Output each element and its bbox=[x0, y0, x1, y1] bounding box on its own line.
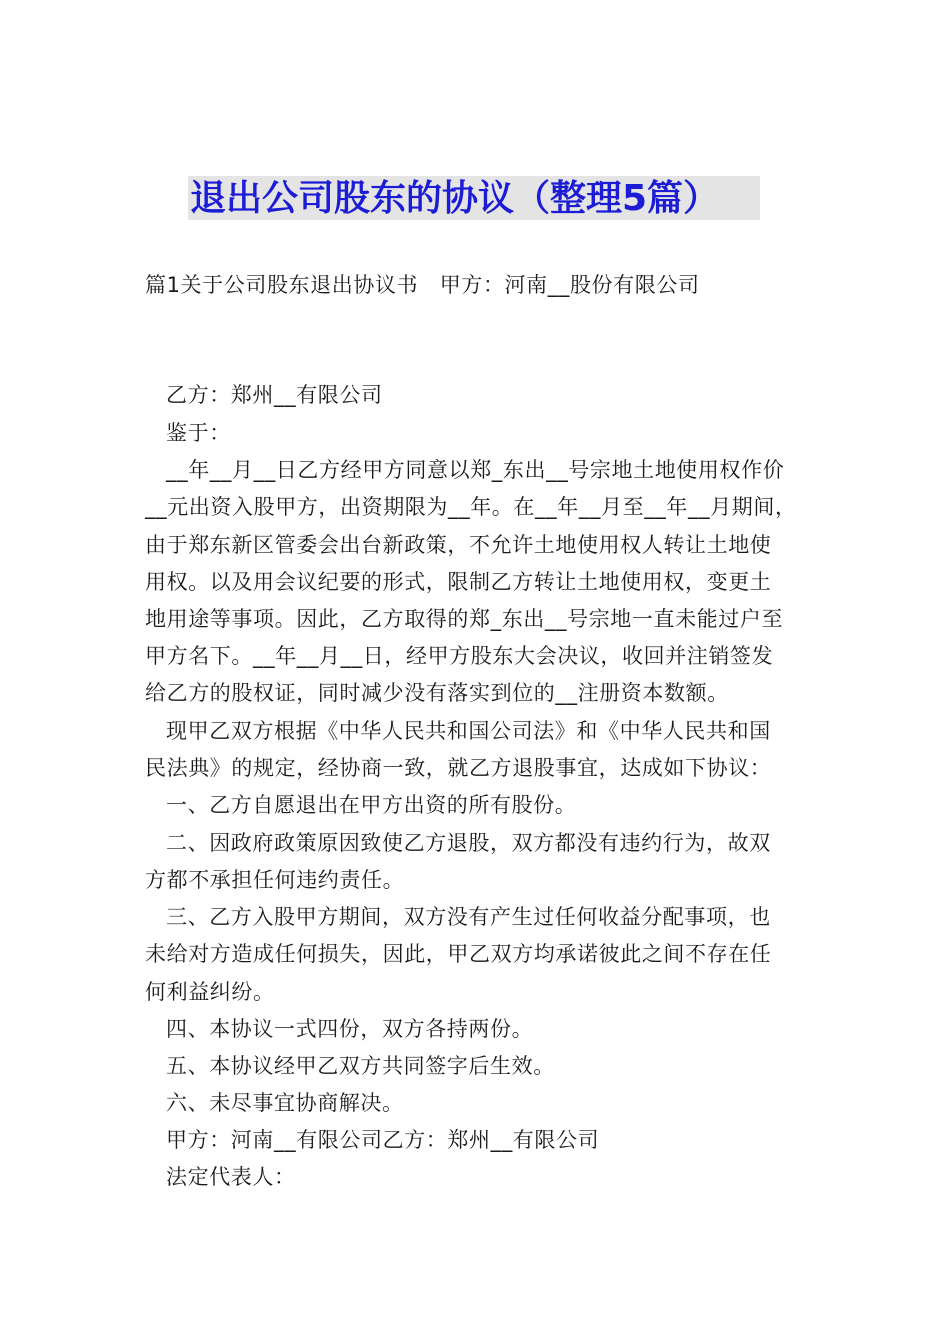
signature-parties: 甲方：河南__有限公司乙方：郑州__有限公司 bbox=[166, 1128, 600, 1152]
paragraph-line: 民法典》的规定，经协商一致，就乙方退股事宜，达成如下协议： bbox=[145, 756, 772, 780]
clause-5: 五、本协议经甲乙双方共同签字后生效。 bbox=[166, 1054, 555, 1078]
party-b-line: 乙方：郑州__有限公司 bbox=[166, 383, 383, 407]
clause-2-cont: 方都不承担任何违约责任。 bbox=[145, 868, 405, 892]
clause-6: 六、未尽事宜协商解决。 bbox=[166, 1091, 404, 1115]
paragraph-line: 由于郑东新区管委会出台新政策，不允许土地使用权人转让土地使 bbox=[145, 533, 772, 557]
paragraph-line: 现甲乙双方根据《中华人民共和国公司法》和《中华人民共和国 bbox=[166, 719, 771, 743]
paragraph-line: __年__月__日乙方经甲方同意以郑_东出__号宗地土地使用权作价 bbox=[166, 458, 785, 482]
paragraph-line: 地用途等事项。因此，乙方取得的郑_东出__号宗地一直未能过户至 bbox=[145, 607, 784, 631]
paragraph-line: __元出资入股甲方，出资期限为__年。在__年__月至__年__月期间， bbox=[145, 495, 797, 519]
document-title: 退出公司股东的协议（整理5篇） bbox=[190, 178, 720, 219]
clause-4: 四、本协议一式四份，双方各持两份。 bbox=[166, 1017, 534, 1041]
section-heading: 篇1关于公司股东退出协议书 甲方：河南__股份有限公司 bbox=[145, 273, 700, 297]
paragraph-line: 用权。以及用会议纪要的形式，限制乙方转让土地使用权，变更土 bbox=[145, 570, 772, 594]
legal-representative: 法定代表人： bbox=[166, 1165, 296, 1189]
whereas-label: 鉴于： bbox=[166, 421, 231, 445]
clause-3: 三、乙方入股甲方期间，双方没有产生过任何收益分配事项，也 bbox=[166, 905, 771, 929]
clause-1: 一、乙方自愿退出在甲方出资的所有股份。 bbox=[166, 793, 577, 817]
paragraph-line: 给乙方的股权证，同时减少没有落实到位的__注册资本数额。 bbox=[145, 681, 729, 705]
clause-2: 二、因政府政策原因致使乙方退股，双方都没有违约行为，故双 bbox=[166, 831, 771, 855]
clause-3-cont: 未给对方造成任何损失，因此，甲乙双方均承诺彼此之间不存在任 bbox=[145, 942, 772, 966]
clause-3-cont: 何利益纠纷。 bbox=[145, 980, 275, 1004]
paragraph-line: 甲方名下。__年__月__日，经甲方股东大会决议，收回并注销签发 bbox=[145, 644, 774, 668]
